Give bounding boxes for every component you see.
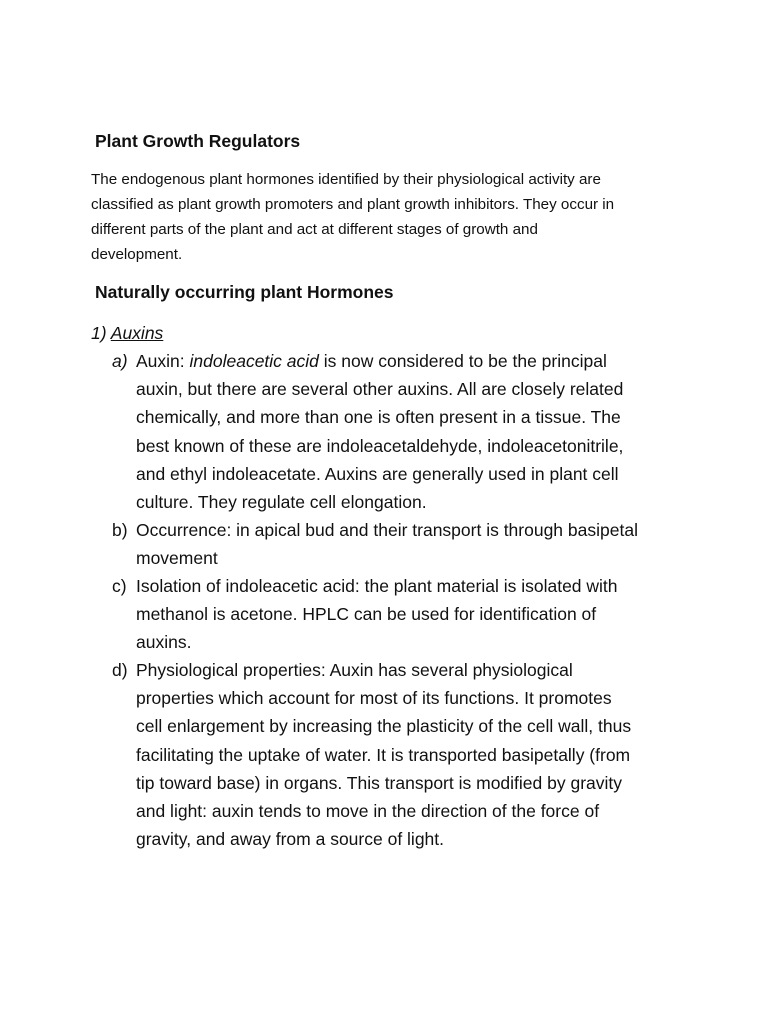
list-item-line: culture. They regulate cell elongation. (136, 491, 427, 512)
list-item-line: and light: auxin tends to move in the direction of the force of (136, 800, 600, 821)
intro-line: development. (91, 246, 183, 263)
list-item-line: and ethyl indoleacetate. Auxins are generally used in plant cell (136, 463, 619, 484)
subsection-heading (91, 319, 163, 347)
page-title: Plant Growth Regulators (95, 131, 301, 151)
list-item-line: Occurrence: in apical bud and their transport is through basipetal (136, 520, 638, 540)
list-item-line: tip toward base) in organs. This transport is modified by gravity (136, 772, 623, 793)
list-marker: c) (112, 576, 127, 596)
section-heading: Naturally occurring plant Hormones (95, 282, 394, 302)
list-item-line (136, 347, 696, 375)
subsection-number: 1) (91, 323, 107, 343)
list-item-line: properties which account for most of its functions. It promotes (136, 688, 612, 709)
intro-line: different parts of the plant and act at different stages of growth and (91, 221, 538, 238)
intro-line: classified as plant growth promoters and plant growth inhibitors. They occur in (91, 196, 615, 213)
subsection-title: Auxins (110, 323, 164, 343)
list-marker: a) (112, 351, 128, 371)
auxin-label: Auxin: (136, 351, 190, 371)
list-item-line: movement (136, 548, 218, 569)
list-item-body (136, 572, 696, 657)
list-item-line: chemically, and more than one is often present in a tissue. The (136, 407, 621, 428)
list-item-line: Physiological properties: Auxin has several physiological (136, 660, 573, 680)
list-item-line: auxins. (136, 632, 192, 653)
intro-line: The endogenous plant hormones identified by their physiological activity are (91, 171, 601, 188)
first-line-rest: is now considered to be the principal (318, 351, 607, 371)
intro-paragraph (91, 167, 691, 267)
list-item-line: methanol is acetone. HPLC can be used for identification of (136, 604, 597, 625)
italic-term: indoleacetic acid (189, 351, 319, 371)
list-item-line: facilitating the uptake of water. It is transported basipetally (from (136, 744, 631, 765)
list-item-line: cell enlargement by increasing the plasticity of the cell wall, thus (136, 716, 632, 737)
list-marker: d) (112, 660, 128, 680)
list-item-line: auxin, but there are several other auxins. All are closely related (136, 379, 624, 400)
list-item-body (136, 516, 696, 572)
list-item-line: gravity, and away from a source of light. (136, 829, 445, 850)
list-item-line: best known of these are indoleacetaldehyde, indoleacetonitrile, (136, 435, 624, 456)
list-item-body (136, 656, 696, 853)
list-item-body (136, 347, 696, 516)
list-item-line: Isolation of indoleacetic acid: the plant material is isolated with (136, 576, 618, 596)
list-marker: b) (112, 520, 128, 540)
